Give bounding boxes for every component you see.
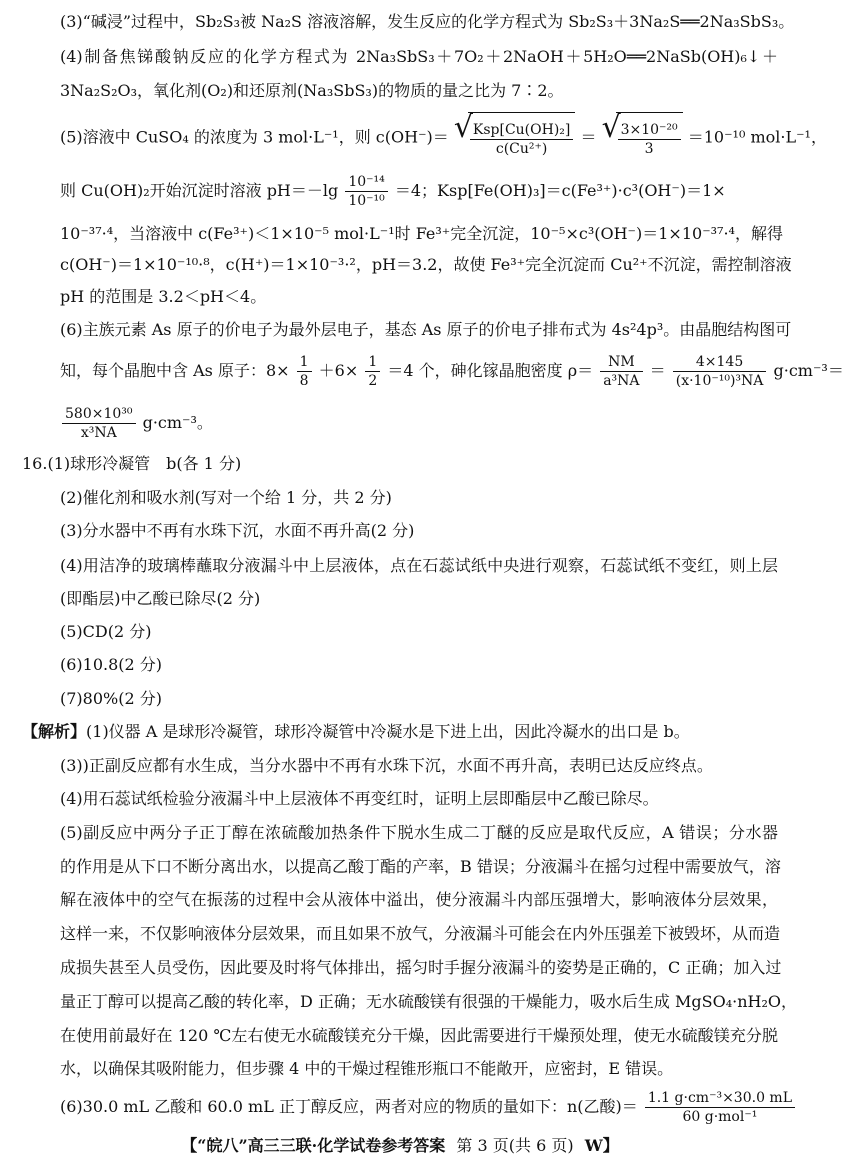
line-analysis-5c: 解在液体中的空气在振荡的过程中会从液体中溢出，使分液漏斗内部压强增大，影响液体分层效果，	[60, 890, 778, 909]
line-q5-ph-result: c(OH⁻)＝1×10⁻¹⁰·⁸，c(H⁺)＝1×10⁻³·²，pH＝3.2，故使 Fe³⁺完全沉淀而 Cu²⁺不沉淀，需控制溶液	[60, 255, 792, 274]
line-analysis-5h: 水，以确保其吸附能力，但步骤 4 中的干燥过程锥形瓶口不能敞开，应密封，E 错误。	[60, 1059, 674, 1078]
footer-page-number: 第 3 页(共 6 页)	[456, 1136, 574, 1155]
line-q16-5: (5)CD(2 分)	[60, 622, 152, 641]
fraction-density-result: $\frac{\text{580×10³⁰}}{\text{x³NA}}$	[62, 405, 136, 442]
line-q16-3: (3)分水器中不再有水珠下沉，水面不再升高(2 分)	[60, 521, 415, 540]
line-q5-range: pH 的范围是 3.2＜pH＜4。	[60, 287, 267, 306]
footer-code: W】	[584, 1136, 619, 1155]
line-analysis-5d: 这样一来，不仅影响液体分层效果，而且如果不放气，分液漏斗可能会在内外压强差下被毁坏，从而造	[60, 924, 781, 943]
line-analysis-5b: 的作用是从下口不断分离出水，以提高乙酸丁酯的产率，B 错误；分液漏斗在摇匀过程中需要放气，溶	[60, 857, 781, 876]
footer-brand: 【“皖八”高三三联·化学试卷参考答案	[181, 1136, 446, 1155]
line-q6-density: 知，每个晶胞中含 As 原子：8× $\frac{1}{8}$ ＋6× $\frac{1}{2}$ ＝4 个，砷化镓晶胞密度 ρ＝ $\frac{NM}{\text{a³NA}}$ ＝ $\frac{4\times 145}{\text{(x·10⁻¹⁰)³NA}}$ g·cm⁻³＝	[60, 354, 844, 389]
fraction-density: $\frac{NM}{\text{a³NA}}$	[600, 353, 642, 390]
line-q4-ratio: 3Na₂S₂O₃，氧化剂(O₂)和还原剂(Na₃SbS₃)的物质的量之比为 7∶2。	[60, 81, 564, 100]
line-q5-ph-calc: 则 Cu(OH)₂开始沉淀时溶液 pH＝－lg $\frac{\text{10⁻¹⁴}}{\text{10⁻¹⁰}}$ ＝4；Ksp[Fe(OH)₃]＝c(Fe³⁺)·c³(OH⁻)＝1×	[60, 174, 726, 209]
line-q16-4a: (4)用洁净的玻璃棒蘸取分液漏斗中上层液体，点在石蕊试纸中央进行观察，石蕊试纸不变红，则上层	[60, 556, 778, 575]
fraction-ph: $\frac{\text{10⁻¹⁴}}{\text{10⁻¹⁰}}$	[345, 173, 387, 210]
fraction-1-2: $\frac{1}{2}$	[365, 353, 380, 390]
line-q3-equation: (3)“碱浸”过程中，Sb₂S₃被 Na₂S 溶液溶解，发生反应的化学方程式为 Sb₂S₃＋3Na₂S══2Na₃SbS₃。	[60, 12, 795, 31]
line-analysis-3: (3))正副反应都有水生成，当分水器中不再有水珠下沉，水面不再升高，表明已达反应终点。	[60, 756, 713, 775]
line-q5-fe-precip: 10⁻³⁷·⁴，当溶液中 c(Fe³⁺)＜1×10⁻⁵ mol·L⁻¹时 Fe³⁺完全沉淀，10⁻⁵×c³(OH⁻)＝1×10⁻³⁷·⁴，解得	[60, 224, 783, 243]
fraction-acetic-acid: $\frac{\text{1.1 g·cm⁻³×30.0 mL}}{\text{60 g·mol⁻¹}}$	[645, 1089, 795, 1126]
fraction-density-value: $\frac{4\times 145}{\text{(x·10⁻¹⁰)³NA}}$	[673, 353, 767, 390]
fraction-1-8: $\frac{1}{8}$	[297, 353, 312, 390]
line-q6-config: (6)主族元素 As 原子的价电子为最外层电子，基态 As 原子的价电子排布式为 4s²4p³。由晶胞结构图可	[60, 320, 792, 339]
line-q6-density-result: $\frac{\text{580×10³⁰}}{\text{x³NA}}$ g·cm⁻³。	[60, 400, 778, 446]
line-q16-6: (6)10.8(2 分)	[60, 655, 163, 674]
line-analysis-5e: 成损失甚至人员受伤，因此要及时将气体排出，摇匀时手握分液漏斗的姿势是正确的，C 正确；加入过	[60, 958, 782, 977]
sqrt-expression-1: √ $\frac{\text{Ksp[Cu(OH)₂]}}{\text{c(Cu²⁺)}}$	[454, 112, 575, 164]
line-analysis-5g: 在使用前最好在 120 ℃左右使无水硫酸镁充分干燥，因此需要进行干燥预处理，使无水硫酸镁充分脱	[60, 1026, 778, 1045]
line-analysis-5f: 量正丁醇可以提高乙酸的转化率，D 正确；无水硫酸镁有很强的干燥能力，吸水后生成 MgSO₄·nH₂O，	[60, 992, 797, 1011]
line-q4-equation: (4)制备焦锑酸钠反应的化学方程式为 2Na₃SbS₃＋7O₂＋2NaOH＋5H₂O══2NaSb(OH)₆↓＋	[60, 47, 778, 66]
sqrt-expression-2: √ $\frac{\text{3×10⁻²⁰}}{3}$	[602, 112, 683, 164]
analysis-tag: 【解析】	[22, 722, 87, 741]
line-analysis-1: 【解析】(1)仪器 A 是球形冷凝管，球形冷凝管中冷凝水是下进上出，因此冷凝水的出口是 b。	[22, 722, 690, 741]
line-analysis-6: (6)30.0 mL 乙酸和 60.0 mL 正丁醇反应，两者对应的物质的量如下：n(乙酸)＝ $\frac{\text{1.1 g·cm⁻³×30.0 mL}}{\text{60 g·mol⁻¹}}$	[60, 1084, 778, 1130]
line-q16-1: 16.(1)球形冷凝管 b(各 1 分)	[22, 454, 242, 473]
line-q16-4b: (即酯层)中乙酸已除尽(2 分)	[60, 589, 261, 608]
line-q16-7: (7)80%(2 分)	[60, 689, 162, 708]
line-analysis-4: (4)用石蕊试纸检验分液漏斗中上层液体不再变红时，证明上层即酯层中乙酸已除尽。	[60, 789, 659, 808]
line-q5-oh-calc: (5)溶液中 CuSO₄ 的浓度为 3 mol·L⁻¹，则 c(OH⁻)＝ √ $\frac{\text{Ksp[Cu(OH)₂]}}{\text{c(Cu²⁺)}}$ ＝ √ $\frac{\text{3×10⁻²⁰}}{3}$ ＝10⁻¹⁰ mol·L⁻¹，	[60, 112, 778, 162]
line-analysis-5a: (5)副反应中两分子正丁醇在浓硫酸加热条件下脱水生成二丁醚的反应是取代反应，A 错误；分水器	[60, 823, 778, 842]
page-footer	[0, 1133, 800, 1156]
line-q16-2: (2)催化剂和吸水剂(写对一个给 1 分，共 2 分)	[60, 488, 392, 507]
